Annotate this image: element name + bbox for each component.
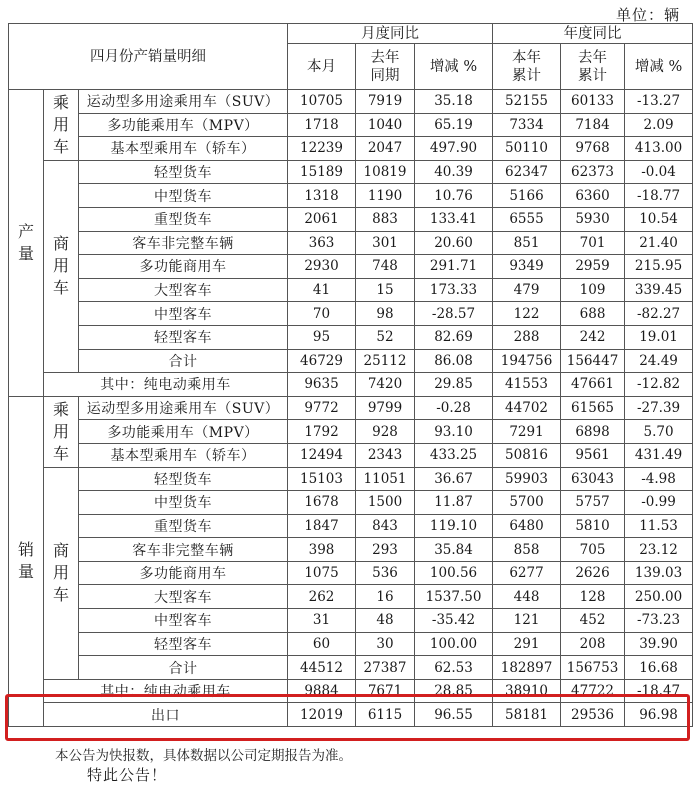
value-cell: 301 bbox=[356, 231, 415, 255]
value-cell: 843 bbox=[356, 514, 415, 538]
table-row bbox=[9, 113, 693, 137]
value-cell: 10.54 bbox=[625, 207, 693, 231]
table-row bbox=[9, 632, 693, 656]
table-row bbox=[9, 443, 693, 467]
item-name: 运动型多用途乘用车（SUV） bbox=[79, 396, 288, 420]
total-row bbox=[9, 349, 693, 373]
value-cell: 28.85 bbox=[415, 679, 493, 703]
value-cell: 38910 bbox=[493, 679, 561, 703]
value-cell: 9772 bbox=[288, 396, 356, 420]
value-cell: 16.68 bbox=[625, 656, 693, 680]
value-cell: 1847 bbox=[288, 514, 356, 538]
closing-text: 特此公告！ bbox=[87, 766, 168, 784]
value-cell: 16 bbox=[356, 585, 415, 609]
value-cell: 41553 bbox=[493, 373, 561, 397]
item-name: 客车非完整车辆 bbox=[79, 538, 288, 562]
value-cell: 7184 bbox=[561, 113, 625, 137]
value-cell: 5930 bbox=[561, 207, 625, 231]
value-cell: 31 bbox=[288, 609, 356, 633]
table-row bbox=[9, 514, 693, 538]
item-name: 轻型客车 bbox=[79, 325, 288, 349]
value-cell: 139.03 bbox=[625, 561, 693, 585]
table-row bbox=[9, 207, 693, 231]
value-cell: 288 bbox=[493, 325, 561, 349]
value-cell: 1792 bbox=[288, 420, 356, 444]
value-cell: 9635 bbox=[288, 373, 356, 397]
value-cell: 2343 bbox=[356, 443, 415, 467]
sales-report-table bbox=[8, 23, 693, 727]
value-cell: 156753 bbox=[561, 656, 625, 680]
value-cell: 6360 bbox=[561, 184, 625, 208]
value-cell: 20.60 bbox=[415, 231, 493, 255]
footnote: 本公告为快报数，具体数据以公司定期报告为准。 bbox=[55, 748, 352, 764]
table-row bbox=[9, 609, 693, 633]
header-row-1 bbox=[9, 24, 693, 44]
value-cell: 250.00 bbox=[625, 585, 693, 609]
value-cell: 851 bbox=[493, 231, 561, 255]
sales-passenger-label: 乘 用 车 bbox=[44, 396, 79, 467]
value-cell: 6277 bbox=[493, 561, 561, 585]
value-cell: 536 bbox=[356, 561, 415, 585]
value-cell: -4.98 bbox=[625, 467, 693, 491]
production-passenger-label: 乘 用 车 bbox=[44, 90, 79, 161]
unit-label: 单位：辆 bbox=[615, 6, 680, 24]
item-name: 多功能乘用车（MPV） bbox=[79, 113, 288, 137]
table-row bbox=[9, 137, 693, 161]
item-name: 中型货车 bbox=[79, 491, 288, 515]
value-cell: 2047 bbox=[356, 137, 415, 161]
value-cell: -35.42 bbox=[415, 609, 493, 633]
value-cell: 194756 bbox=[493, 349, 561, 373]
col-last-ytd: 去年 累计 bbox=[561, 44, 625, 90]
value-cell: 60133 bbox=[561, 90, 625, 114]
value-cell: 10705 bbox=[288, 90, 356, 114]
item-name: 重型货车 bbox=[79, 207, 288, 231]
value-cell: 62347 bbox=[493, 160, 561, 184]
value-cell: 6480 bbox=[493, 514, 561, 538]
value-cell: 2061 bbox=[288, 207, 356, 231]
value-cell: 128 bbox=[561, 585, 625, 609]
value-cell: 93.10 bbox=[415, 420, 493, 444]
value-cell: 44512 bbox=[288, 656, 356, 680]
table-row bbox=[9, 160, 693, 184]
value-cell: 63043 bbox=[561, 467, 625, 491]
value-cell: 27387 bbox=[356, 656, 415, 680]
value-cell: -27.39 bbox=[625, 396, 693, 420]
value-cell: 36.67 bbox=[415, 467, 493, 491]
value-cell: 883 bbox=[356, 207, 415, 231]
item-name: 中型货车 bbox=[79, 184, 288, 208]
value-cell: 1537.50 bbox=[415, 585, 493, 609]
yearly-group-header: 年度同比 bbox=[493, 24, 693, 44]
value-cell: 1500 bbox=[356, 491, 415, 515]
summary-label: 其中：纯电动乘用车 bbox=[44, 679, 288, 703]
value-cell: 82.69 bbox=[415, 325, 493, 349]
value-cell: -0.99 bbox=[625, 491, 693, 515]
value-cell: 701 bbox=[561, 231, 625, 255]
value-cell: 182897 bbox=[493, 656, 561, 680]
sales-commercial-label: 商 用 车 bbox=[44, 467, 79, 679]
production-section-label: 产 量 bbox=[9, 90, 44, 397]
item-name: 轻型货车 bbox=[79, 467, 288, 491]
value-cell: 12019 bbox=[288, 703, 356, 727]
value-cell: 928 bbox=[356, 420, 415, 444]
value-cell: 748 bbox=[356, 255, 415, 279]
table-row bbox=[9, 538, 693, 562]
value-cell: -0.28 bbox=[415, 396, 493, 420]
summary-label: 其中：纯电动乘用车 bbox=[44, 373, 288, 397]
value-cell: 2626 bbox=[561, 561, 625, 585]
table-row bbox=[9, 467, 693, 491]
value-cell: 50816 bbox=[493, 443, 561, 467]
value-cell: 156447 bbox=[561, 349, 625, 373]
value-cell: 39.90 bbox=[625, 632, 693, 656]
table-row bbox=[9, 325, 693, 349]
sales-section-label: 销 量 bbox=[9, 396, 44, 726]
table-row bbox=[9, 90, 693, 114]
value-cell: 61565 bbox=[561, 396, 625, 420]
value-cell: 109 bbox=[561, 278, 625, 302]
value-cell: 363 bbox=[288, 231, 356, 255]
value-cell: 688 bbox=[561, 302, 625, 326]
value-cell: 1075 bbox=[288, 561, 356, 585]
value-cell: 1190 bbox=[356, 184, 415, 208]
col-change-ytd: 增减 % bbox=[625, 44, 693, 90]
value-cell: 5810 bbox=[561, 514, 625, 538]
table-title: 四月份产销量明细 bbox=[9, 24, 288, 90]
value-cell: 10.76 bbox=[415, 184, 493, 208]
production-commercial-label: 商 用 车 bbox=[44, 160, 79, 372]
value-cell: -13.27 bbox=[625, 90, 693, 114]
table-row bbox=[9, 255, 693, 279]
value-cell: 11.53 bbox=[625, 514, 693, 538]
table-row bbox=[9, 585, 693, 609]
value-cell: 208 bbox=[561, 632, 625, 656]
value-cell: 5757 bbox=[561, 491, 625, 515]
value-cell: 46729 bbox=[288, 349, 356, 373]
value-cell: 431.49 bbox=[625, 443, 693, 467]
value-cell: 293 bbox=[356, 538, 415, 562]
value-cell: 121 bbox=[493, 609, 561, 633]
item-name: 中型客车 bbox=[79, 609, 288, 633]
value-cell: 7671 bbox=[356, 679, 415, 703]
item-name: 运动型多用途乘用车（SUV） bbox=[79, 90, 288, 114]
value-cell: 60 bbox=[288, 632, 356, 656]
item-name: 多功能商用车 bbox=[79, 561, 288, 585]
value-cell: 19.01 bbox=[625, 325, 693, 349]
value-cell: 2959 bbox=[561, 255, 625, 279]
item-name: 轻型客车 bbox=[79, 632, 288, 656]
table-row bbox=[9, 278, 693, 302]
value-cell: 65.19 bbox=[415, 113, 493, 137]
value-cell: 2930 bbox=[288, 255, 356, 279]
table-row bbox=[9, 420, 693, 444]
value-cell: 59903 bbox=[493, 467, 561, 491]
value-cell: 291 bbox=[493, 632, 561, 656]
total-label: 合计 bbox=[79, 656, 288, 680]
value-cell: 40.39 bbox=[415, 160, 493, 184]
value-cell: -18.77 bbox=[625, 184, 693, 208]
table-row bbox=[9, 302, 693, 326]
value-cell: 705 bbox=[561, 538, 625, 562]
value-cell: 1718 bbox=[288, 113, 356, 137]
value-cell: 5.70 bbox=[625, 420, 693, 444]
value-cell: -28.57 bbox=[415, 302, 493, 326]
value-cell: 448 bbox=[493, 585, 561, 609]
item-name: 轻型货车 bbox=[79, 160, 288, 184]
value-cell: 479 bbox=[493, 278, 561, 302]
value-cell: 48 bbox=[356, 609, 415, 633]
value-cell: 11.87 bbox=[415, 491, 493, 515]
value-cell: 6555 bbox=[493, 207, 561, 231]
value-cell: 100.00 bbox=[415, 632, 493, 656]
value-cell: 215.95 bbox=[625, 255, 693, 279]
value-cell: 7919 bbox=[356, 90, 415, 114]
value-cell: 58181 bbox=[493, 703, 561, 727]
value-cell: 52 bbox=[356, 325, 415, 349]
value-cell: 1040 bbox=[356, 113, 415, 137]
value-cell: 96.98 bbox=[625, 703, 693, 727]
value-cell: 7420 bbox=[356, 373, 415, 397]
value-cell: 291.71 bbox=[415, 255, 493, 279]
item-name: 中型客车 bbox=[79, 302, 288, 326]
value-cell: 98 bbox=[356, 302, 415, 326]
item-name: 基本型乘用车（轿车） bbox=[79, 137, 288, 161]
value-cell: 7334 bbox=[493, 113, 561, 137]
value-cell: 62373 bbox=[561, 160, 625, 184]
value-cell: 15189 bbox=[288, 160, 356, 184]
item-name: 大型客车 bbox=[79, 585, 288, 609]
value-cell: 7291 bbox=[493, 420, 561, 444]
value-cell: 12494 bbox=[288, 443, 356, 467]
summary-row bbox=[9, 373, 693, 397]
total-label: 合计 bbox=[79, 349, 288, 373]
item-name: 多功能商用车 bbox=[79, 255, 288, 279]
value-cell: -82.27 bbox=[625, 302, 693, 326]
value-cell: 497.90 bbox=[415, 137, 493, 161]
value-cell: 6115 bbox=[356, 703, 415, 727]
value-cell: 35.84 bbox=[415, 538, 493, 562]
total-row bbox=[9, 656, 693, 680]
value-cell: 52155 bbox=[493, 90, 561, 114]
value-cell: 23.12 bbox=[625, 538, 693, 562]
value-cell: 173.33 bbox=[415, 278, 493, 302]
table-row bbox=[9, 184, 693, 208]
value-cell: 9561 bbox=[561, 443, 625, 467]
value-cell: 11051 bbox=[356, 467, 415, 491]
col-this-month: 本月 bbox=[288, 44, 356, 90]
value-cell: 9799 bbox=[356, 396, 415, 420]
table-row bbox=[9, 396, 693, 420]
item-name: 大型客车 bbox=[79, 278, 288, 302]
item-name: 重型货车 bbox=[79, 514, 288, 538]
value-cell: 50110 bbox=[493, 137, 561, 161]
value-cell: 242 bbox=[561, 325, 625, 349]
col-last-year-same: 去年 同期 bbox=[356, 44, 415, 90]
value-cell: 24.49 bbox=[625, 349, 693, 373]
value-cell: 413.00 bbox=[625, 137, 693, 161]
table-row bbox=[9, 231, 693, 255]
value-cell: -73.23 bbox=[625, 609, 693, 633]
value-cell: 452 bbox=[561, 609, 625, 633]
col-ytd: 本年 累计 bbox=[493, 44, 561, 90]
value-cell: 15103 bbox=[288, 467, 356, 491]
value-cell: 5700 bbox=[493, 491, 561, 515]
value-cell: 398 bbox=[288, 538, 356, 562]
value-cell: 9349 bbox=[493, 255, 561, 279]
item-name: 基本型乘用车（轿车） bbox=[79, 443, 288, 467]
value-cell: 25112 bbox=[356, 349, 415, 373]
highlight-box bbox=[5, 694, 690, 741]
value-cell: 9768 bbox=[561, 137, 625, 161]
value-cell: -12.82 bbox=[625, 373, 693, 397]
summary-label: 出口 bbox=[44, 703, 288, 727]
table-row bbox=[9, 561, 693, 585]
value-cell: 41 bbox=[288, 278, 356, 302]
value-cell: 1678 bbox=[288, 491, 356, 515]
value-cell: 5166 bbox=[493, 184, 561, 208]
value-cell: 12239 bbox=[288, 137, 356, 161]
value-cell: 44702 bbox=[493, 396, 561, 420]
value-cell: 15 bbox=[356, 278, 415, 302]
value-cell: 262 bbox=[288, 585, 356, 609]
value-cell: 2.09 bbox=[625, 113, 693, 137]
table-body bbox=[9, 24, 693, 727]
value-cell: 86.08 bbox=[415, 349, 493, 373]
value-cell: 9884 bbox=[288, 679, 356, 703]
item-name: 多功能乘用车（MPV） bbox=[79, 420, 288, 444]
value-cell: -0.04 bbox=[625, 160, 693, 184]
monthly-group-header: 月度同比 bbox=[288, 24, 493, 44]
col-change: 增减 % bbox=[415, 44, 493, 90]
value-cell: 433.25 bbox=[415, 443, 493, 467]
value-cell: 10819 bbox=[356, 160, 415, 184]
table-row bbox=[9, 491, 693, 515]
value-cell: 122 bbox=[493, 302, 561, 326]
value-cell: 95 bbox=[288, 325, 356, 349]
value-cell: 96.55 bbox=[415, 703, 493, 727]
value-cell: 21.40 bbox=[625, 231, 693, 255]
value-cell: 29536 bbox=[561, 703, 625, 727]
value-cell: 70 bbox=[288, 302, 356, 326]
value-cell: 35.18 bbox=[415, 90, 493, 114]
value-cell: 119.10 bbox=[415, 514, 493, 538]
value-cell: 858 bbox=[493, 538, 561, 562]
value-cell: 6898 bbox=[561, 420, 625, 444]
value-cell: -18.47 bbox=[625, 679, 693, 703]
item-name: 客车非完整车辆 bbox=[79, 231, 288, 255]
value-cell: 47722 bbox=[561, 679, 625, 703]
value-cell: 30 bbox=[356, 632, 415, 656]
value-cell: 1318 bbox=[288, 184, 356, 208]
value-cell: 100.56 bbox=[415, 561, 493, 585]
value-cell: 62.53 bbox=[415, 656, 493, 680]
value-cell: 339.45 bbox=[625, 278, 693, 302]
value-cell: 133.41 bbox=[415, 207, 493, 231]
value-cell: 47661 bbox=[561, 373, 625, 397]
value-cell: 29.85 bbox=[415, 373, 493, 397]
